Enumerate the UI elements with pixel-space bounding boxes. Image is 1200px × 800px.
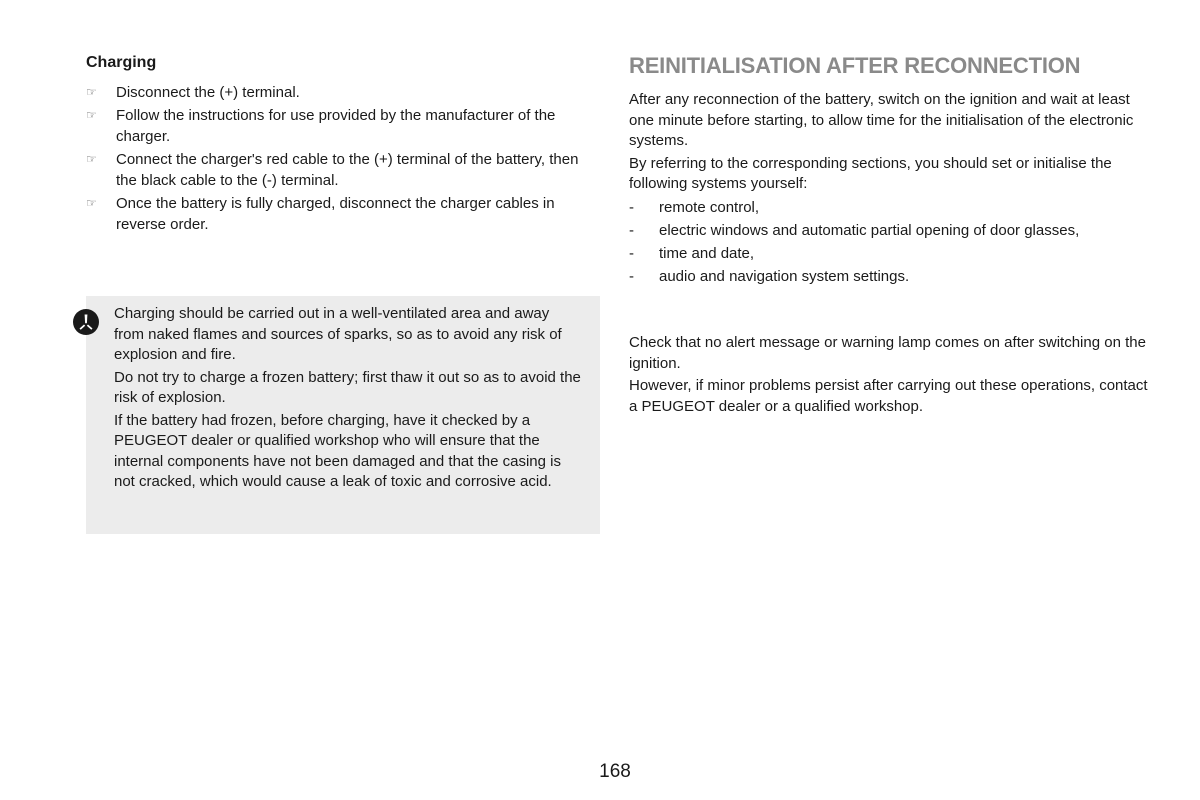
page-number: 168 <box>599 761 631 782</box>
list-item <box>86 105 600 147</box>
warning-paragraph: Charging should be carried out in a well-ventilated area and away from naked flames and sources of sparks, so as to avoid any risk of explosion and fire. <box>114 305 562 363</box>
charging-heading: Charging <box>86 54 157 71</box>
list-item <box>629 197 1149 218</box>
system-text: time and date, <box>659 244 755 262</box>
systems-list <box>629 197 1149 287</box>
charging-section <box>86 52 600 237</box>
warning-icon <box>72 308 100 336</box>
list-item <box>629 243 1149 264</box>
warning-box <box>86 296 600 534</box>
step-text: Disconnect the (+) terminal. <box>116 84 300 101</box>
step-text: Connect the charger's red cable to the (+) terminal of the battery, then the black cable to the (-) terminal. <box>116 151 579 189</box>
reinit-paragraph: By referring to the corresponding sections, you should set or initialise the following systems yourself: <box>629 154 1112 192</box>
dash-marker: - <box>629 267 634 285</box>
pointing-hand-icon: ☞ <box>86 196 97 210</box>
system-text: audio and navigation system settings. <box>659 267 910 285</box>
warning-paragraph: Do not try to charge a frozen battery; first thaw it out so as to avoid the risk of explosion. <box>114 368 581 406</box>
dash-marker: - <box>629 244 634 262</box>
check-section <box>629 333 1149 419</box>
step-text: Follow the instructions for use provided by the manufacturer of the charger. <box>116 107 556 145</box>
system-text: remote control, <box>659 198 760 216</box>
list-item <box>629 266 1149 287</box>
pointing-hand-icon: ☞ <box>86 152 97 166</box>
list-item <box>86 82 600 103</box>
reinit-section <box>629 52 1149 289</box>
pointing-hand-icon: ☞ <box>86 85 97 99</box>
charging-steps-list <box>86 82 600 235</box>
list-item <box>629 220 1149 241</box>
reinit-title: REINITIALISATION AFTER RECONNECTION <box>629 53 1081 78</box>
dash-marker: - <box>629 198 634 216</box>
system-text: electric windows and automatic partial opening of door glasses, <box>659 221 1080 239</box>
check-paragraph: However, if minor problems persist after carrying out these operations, contact a PEUGEOT dealer or a qualified workshop. <box>629 377 1148 415</box>
pointing-hand-icon: ☞ <box>86 108 97 122</box>
list-item <box>86 193 600 235</box>
list-item <box>86 149 600 191</box>
warning-paragraph: If the battery had frozen, before charging, have it checked by a PEUGEOT dealer or qualified workshop who will ensure that the internal components have not been damaged and that the casing is not cracked, which would cause a leak of toxic and corrosive acid. <box>114 411 561 490</box>
check-paragraph: Check that no alert message or warning lamp comes on after switching on the ignition. <box>629 334 1146 372</box>
reinit-paragraph: After any reconnection of the battery, switch on the ignition and wait at least one minute before starting, to allow time for the initialisation of the electronic systems. <box>629 91 1134 149</box>
dash-marker: - <box>629 221 634 239</box>
step-text: Once the battery is fully charged, disconnect the charger cables in reverse order. <box>116 195 555 233</box>
